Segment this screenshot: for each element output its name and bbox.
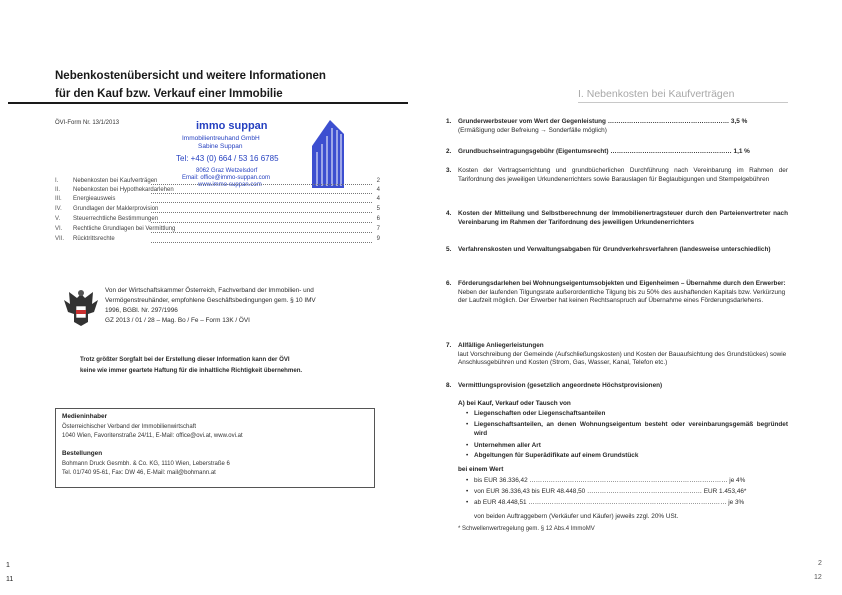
wko-text-line: GZ 2013 / 01 / 28 – Mag. Bo / Fe – Form 13K / ÖVI [105,317,250,324]
bullet-item [466,410,788,419]
toc-num: VII. [55,236,65,242]
disclaimer-line-2: keine wie immer geartete Haftung für die inhaltliche Richtigkeit übernehmen. [80,367,303,374]
toc-dots [151,212,372,213]
toc-item[interactable] [55,206,380,215]
right-bottom-number: 12 [814,574,822,581]
company-web: www.immo-suppan.com [198,182,262,188]
toc-item[interactable] [55,187,380,196]
cost-item-num: 7. [446,342,452,349]
cost-item-text: Kosten der Mitteilung und Selbstberechnung der Immobilienertragsteuer durch den Parteienvertreter nach Vereinbarung im Rahmen der Tarifordnung des jeweiligen Urkundenerrichters [458,210,788,226]
toc-item[interactable] [55,226,380,235]
cost-item-note: (Ermäßigung oder Befreiung → Sonderfälle möglich) [458,126,607,134]
toc-dots [151,184,372,185]
bullet-item [466,421,788,439]
imprint-order-heading: Bestellungen [62,450,103,457]
company-line-1: Immobilientreuhand GmbH [182,135,260,142]
cost-item-num: 8. [446,382,452,389]
bullet-dot-icon: • [466,421,469,428]
bullet-text: Abgeltungen für Superädifikate auf einem Grundstück [474,452,639,459]
table-of-contents [55,178,380,250]
cost-item-text: Förderungsdarlehen bei Wohnungseigentumsobjekten und Eigenheimen – Übernahme durch den Erwerber: [458,280,786,287]
left-bottom-number: 11 [6,576,14,583]
costs-list [446,118,788,398]
cost-item-note: laut Vorschreibung der Gemeinde (Aufschließungskosten) und Kosten der Bauaufsichtung des Grundstückes) sowie Anschlussgebühren und Kosten (Strom, Gas, Wasser, Kanal, Telefon etc.) [458,350,787,367]
imprint-order-line-2: Tel. 01/740 95-61, Fax: DW 46, E-Mail: mail@bohmann.at [62,470,216,476]
cost-item-3 [446,167,788,195]
toc-label: Rechtliche Grundlagen bei Vermittlung [73,226,176,232]
toc-dots [151,232,372,233]
cost-item-text: Allfällige Anliegerleistungen [458,342,544,349]
imprint-owner-line-2: 1040 Wien, Favoritenstraße 24/11, E-Mail: office@ovi.at, www.ovi.at [62,433,243,439]
left-page-number: 1 [6,562,10,569]
toc-page: 6 [376,216,380,222]
tier-item [466,499,788,508]
cost-item-8 [446,382,788,392]
company-phone: Tel: +43 (0) 664 / 53 16 6785 [176,154,279,163]
toc-page: 9 [376,236,380,242]
imprint-owner-line-1: Österreichischer Verband der Immobilienwirtschaft [62,424,197,430]
bullet-dot-icon: • [466,442,469,449]
cost-item-6 [446,280,788,326]
toc-item[interactable] [55,236,380,245]
company-line-2: Sabine Suppan [198,143,243,150]
right-header: I. Nebenkosten bei Kaufverträgen [578,88,735,100]
tier-footnote: * Schwellenwertregelung gem. § 12 Abs.4 ImmoMV [458,526,595,532]
wko-text-line: 1996, BGBl. Nr. 297/1996 [105,307,178,314]
toc-label: Steuerrechtliche Bestimmungen [73,216,159,222]
cost-item-1 [446,118,788,138]
cost-item-num: 3. [446,167,452,174]
right-page-number: 2 [818,560,822,567]
company-address: 8062 Graz Wetzelsdorf [196,168,258,174]
toc-label: Nebenkosten bei Hypothekardarlehen [73,187,174,193]
cost-item-text: Kosten der Vertragserrichtung und grundbücherlichen Durchführung nach Vereinbarung im Rahmen der Tarifordnung des jeweiligen Urkundenerrichters sowie Barauslagen für Beglaubigungen und Stempelgebühren [458,167,788,183]
toc-page: 4 [376,196,380,202]
bullet-item [466,442,788,451]
title-divider [8,102,408,104]
disclaimer-line-1: Trotz größter Sorgfalt bei der Erstellung dieser Information kann der ÖVI [80,356,290,363]
toc-num: I. [55,178,59,184]
toc-label: Grundlagen der Maklerprovision [73,206,159,212]
toc-label: Rücktrittsrechte [73,236,115,242]
cost-item-text: Verfahrenskosten und Verwaltungsabgaben für Grundverkehrsverfahren (landesweise unterschiedlich) [458,246,771,253]
toc-item[interactable] [55,216,380,225]
cost-item-num: 2. [446,148,452,155]
tier-item [466,488,788,497]
cost-item-num: 5. [446,246,452,253]
commission-bullets [466,410,788,466]
toc-page: 4 [376,187,380,193]
cost-item-7 [446,342,788,372]
toc-page: 5 [376,206,380,212]
right-header-underline [578,102,788,103]
toc-num: III. [55,196,62,202]
title-line-1: Nebenkostenübersicht und weitere Informationen [55,70,326,82]
wko-text-line: Von der Wirtschaftskammer Österreich, Fachverband der Immobilien- und [105,287,314,294]
tier-item [466,477,788,486]
commission-tiers [466,477,788,509]
toc-page: 2 [376,178,380,184]
cost-item-text: Vermittlungsprovision (gesetzlich angeordnete Höchstprovisionen) [458,382,663,389]
bullet-text: Unternehmen aller Art [474,442,541,449]
bullet-item [466,452,788,461]
bullet-dot-icon: • [466,499,469,506]
toc-dots [151,242,372,243]
bullet-dot-icon: • [466,477,469,484]
toc-item[interactable] [55,196,380,205]
toc-num: VI. [55,226,63,232]
toc-num: V. [55,216,61,222]
title-line-2: für den Kauf bzw. Verkauf einer Immobilie [55,88,283,100]
cost-item-note: Neben der laufenden Tilgungsrate außerordentliche Tilgung bis zu 50% des aushaftenden Kapitals bzw. Verkürzung der Laufzeit möglich. Der Erwerber hat keinen Rechtsanspruch auf Übernahme eines Förderungsdarlehens. [458,288,786,305]
wko-text-line: Vermögenstreuhänder, empfohlene Geschäftsbedingungen gem. § 10 IMV [105,297,316,304]
cost-item-2 [446,148,788,158]
toc-dots [151,193,372,194]
cost-item-4 [446,210,788,238]
imprint-owner-heading: Medieninhaber [62,413,108,420]
toc-dots [151,202,372,203]
cost-item-num: 1. [446,118,452,125]
cost-item-5 [446,246,788,266]
bullet-dot-icon: • [466,488,469,495]
form-number: ÖVI-Form Nr. 13/1/2013 [55,120,120,126]
company-email: Email: office@immo-suppan.com [182,175,271,181]
toc-item[interactable] [55,178,380,187]
cost-item-num: 4. [446,210,452,217]
bullet-text: Liegenschaften oder Liegenschaftsanteilen [474,410,606,417]
toc-dots [151,222,372,223]
toc-label: Nebenkosten bei Kaufverträgen [73,178,158,184]
tier-text: ab EUR 48.448,51 ………………………………………………………………………………… je 3% [474,499,745,506]
tier-text: von EUR 36.336,43 bis EUR 48.448,50 ……………………………………………… EUR 1.453,46* [474,488,747,495]
toc-label: Energieausweis [73,196,116,202]
toc-num: II. [55,187,61,193]
cost-item-text: Grundbuchseintragungsgebühr (Eigentumsrecht) ………………………………………………… 1,1 % [458,148,750,155]
cost-item-num: 6. [446,280,452,287]
imprint-box [55,408,375,488]
imprint-order-line-1: Bohmann Druck Gesmbh. & Co. KG, 1110 Wien, Leberstraße 6 [62,461,230,467]
bullet-dot-icon: • [466,410,469,417]
tier-note: von beiden Auftraggebern (Verkäufer und Käufer) jeweils zzgl. 20% USt. [474,513,679,520]
toc-num: IV. [55,206,62,212]
cost-item-text: Grunderwerbsteuer vom Wert der Gegenleistung ………………………………………………… 3,5 % [458,118,748,125]
bullet-text: Liegenschaftsanteilen, an denen Wohnungseigentum besteht oder vereinbarungsgemäß begründet wird [474,421,788,437]
tier-text: bis EUR 36.336,42 ………………………………………………………………………………… je 4% [474,477,746,484]
company-name: immo suppan [196,120,268,132]
commission-sub-heading: A) bei Kauf, Verkauf oder Tausch von [458,400,571,407]
austrian-eagle-icon [62,288,100,328]
bullet-dot-icon: • [466,452,469,459]
toc-page: 7 [376,226,380,232]
value-heading: bei einem Wert [458,466,504,473]
